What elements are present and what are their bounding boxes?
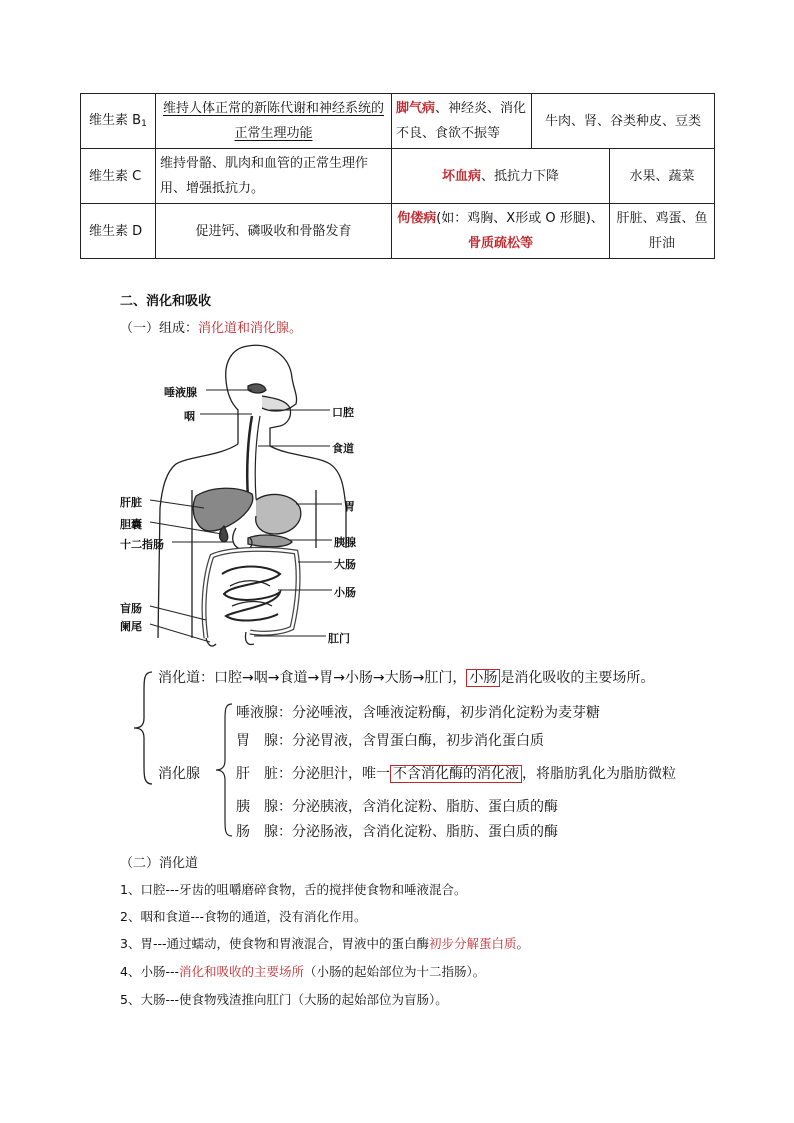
vitamin-deficiency: 佝偻病(如：鸡胸、X形或 O 形腿)、骨质疏松等 <box>392 204 610 259</box>
section-title: 二、消化和吸收 <box>120 294 212 309</box>
vitamin-function: 促进钙、磷吸收和骨骼发育 <box>156 204 392 259</box>
gland-intestinal: 肠 腺：分泌肠液，含消化淀粉、脂肪、蛋白质的酶 <box>236 824 558 840</box>
list-item: 4、小肠---消化和吸收的主要场所（小肠的起始部位为十二指肠）。 <box>120 964 486 979</box>
gland-salivary: 唾液腺：分泌唾液，含唾液淀粉酶，初步消化淀粉为麦芽糖 <box>236 705 600 721</box>
label-anus: 肛门 <box>328 632 350 645</box>
label-small-intestine: 小肠 <box>334 586 356 599</box>
digestive-glands-label: 消化腺 <box>158 766 200 782</box>
vitamin-name: 维生素 C <box>81 149 156 204</box>
vitamin-deficiency: 坏血病、抵抗力下降 <box>392 149 610 204</box>
table-row <box>81 204 715 259</box>
vitamin-function: 维持骨骼、肌肉和血管的正常生理作用、增强抵抗力。 <box>156 149 392 204</box>
digestive-tract-line: 消化道：口腔→咽→食道→胃→小肠→大肠→肛门， 小肠 是消化吸收的主要场所。 <box>158 670 655 686</box>
tract-section-title: （二）消化道 <box>120 856 199 871</box>
label-duodenum: 十二指肠 <box>120 538 164 551</box>
vitamin-deficiency: 脚气病、神经炎、消化不良、食欲不振等 <box>392 94 532 149</box>
composition-line: （一）组成：消化道和消化腺。 <box>120 321 303 336</box>
list-item: 1、口腔---牙齿的咀嚼磨碎食物，舌的搅拌使食物和唾液混合。 <box>120 882 467 897</box>
label-mouth: 口腔 <box>332 406 354 419</box>
gland-pancreas: 胰 腺：分泌胰液，含消化淀粉、脂肪、蛋白质的酶 <box>236 799 558 815</box>
vitamin-name: 维生素 D <box>81 204 156 259</box>
list-item: 3、胃---通过蠕动，使食物和胃液混合，胃液中的蛋白酶初步分解蛋白质。 <box>120 936 530 951</box>
vitamin-source: 牛肉、肾、谷类种皮、豆类 <box>532 94 715 149</box>
label-stomach: 胃 <box>344 500 355 513</box>
vitamin-source: 肝脏、鸡蛋、鱼肝油 <box>610 204 715 259</box>
table-row <box>81 149 715 204</box>
brace-glands <box>214 702 234 838</box>
label-appendix: 阑尾 <box>120 620 142 633</box>
vitamin-table <box>80 93 715 259</box>
label-leader-lines <box>120 338 380 648</box>
list-item: 2、咽和食道---食物的通道，没有消化作用。 <box>120 909 367 924</box>
label-pancreas: 胰腺 <box>334 536 356 549</box>
gland-liver: 肝 脏：分泌胆汁，唯一 不含消化酶的消化液 ，将脂肪乳化为脂肪微粒 <box>236 766 676 782</box>
label-esophagus: 食道 <box>332 442 354 455</box>
list-item: 5、大肠---使食物残渣推向肛门（大肠的起始部位为盲肠）。 <box>120 992 448 1007</box>
label-large-intestine: 大肠 <box>334 558 356 571</box>
gland-gastric: 胃 腺：分泌胃液，含胃蛋白酶，初步消化蛋白质 <box>236 733 544 749</box>
label-gallbladder: 胆囊 <box>120 518 142 531</box>
label-pharynx: 咽 <box>184 410 195 423</box>
label-salivary-gland: 唾液腺 <box>164 386 197 399</box>
vitamin-name: 维生素 B1 <box>81 94 156 149</box>
label-liver: 肝脏 <box>120 496 142 509</box>
brace-outer <box>132 670 154 786</box>
vitamin-source: 水果、蔬菜 <box>610 149 715 204</box>
label-cecum: 盲肠 <box>120 602 142 615</box>
digestive-system-figure <box>120 338 380 648</box>
vitamin-function: 维持人体正常的新陈代谢和神经系统的正常生理功能 <box>156 94 392 149</box>
table-row <box>81 94 715 149</box>
